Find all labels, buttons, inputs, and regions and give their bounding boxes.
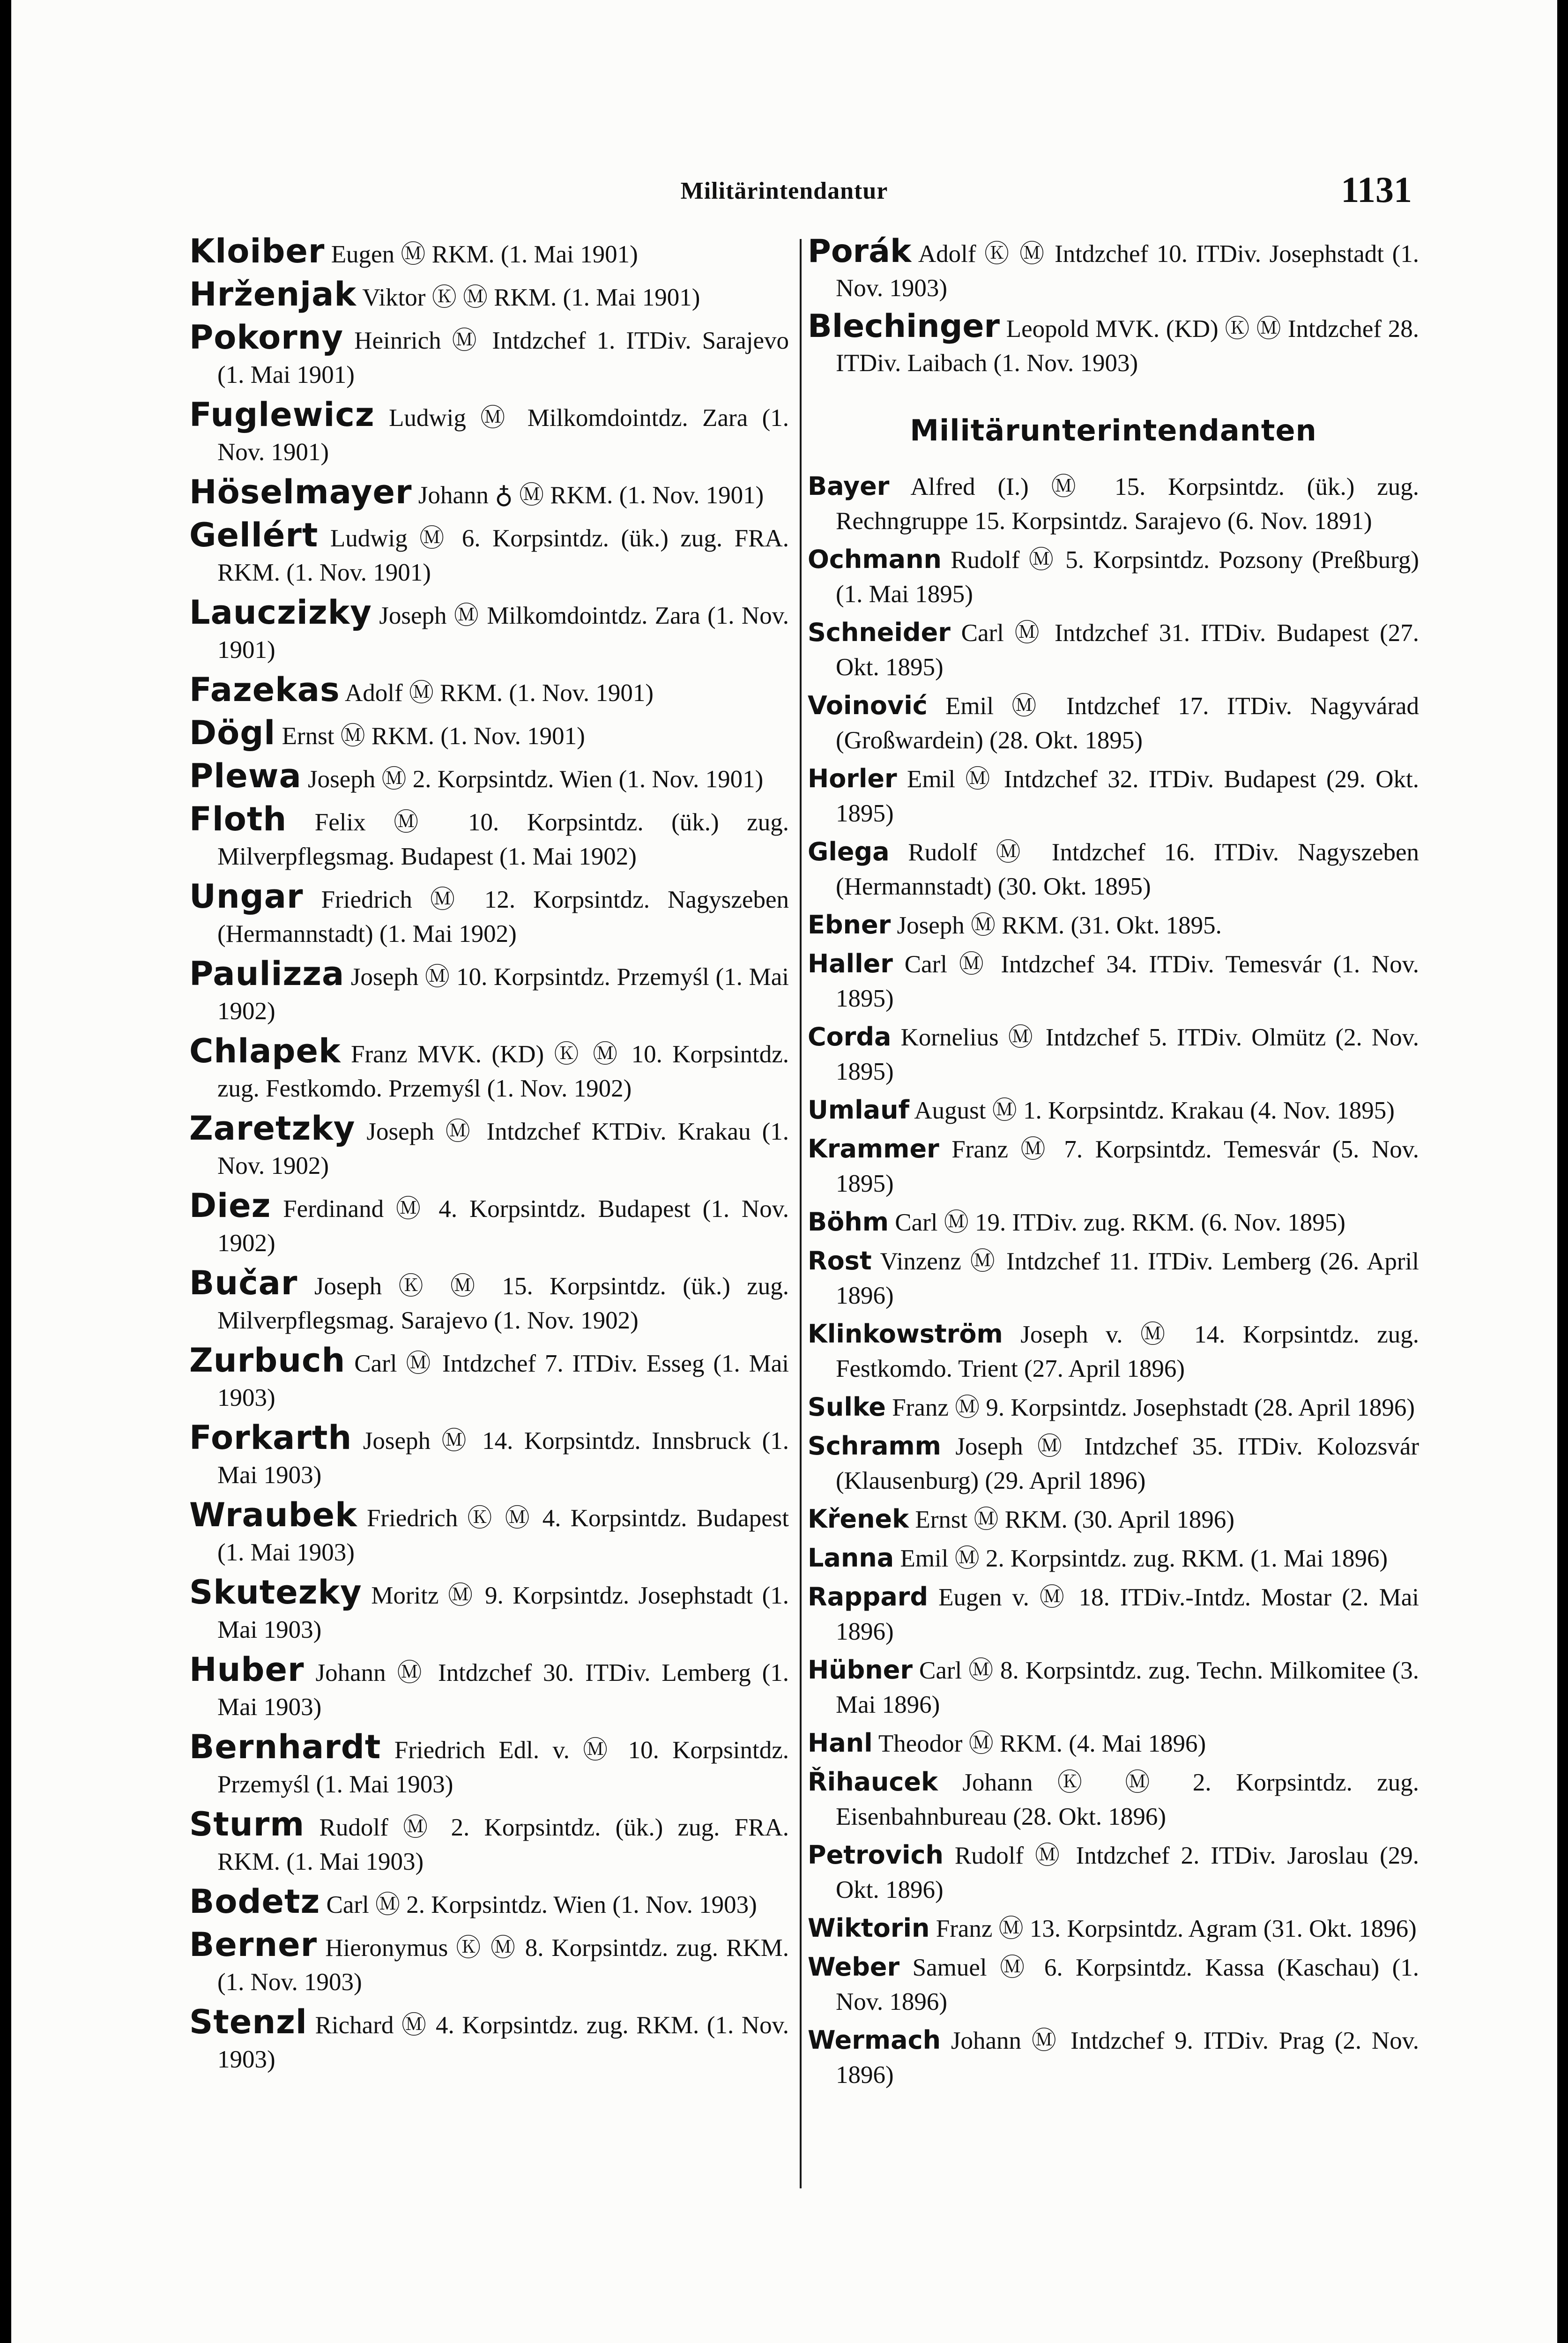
entry-surname: Schneider [808,618,951,647]
register-entry [189,1498,789,1570]
entry-surname: Voinović [808,691,928,720]
entry-surname: Huber [189,1650,305,1689]
entry-surname: Gellért [189,516,319,554]
entry-details: Joseph Ⓜ RKM. (31. Okt. 1895. [897,912,1222,939]
register-entry [189,1650,789,1724]
entry-surname: Krammer [808,1134,939,1164]
register-entry [189,1730,789,1802]
entry-surname: Pokorny [189,318,344,357]
entry-surname: Weber [808,1952,900,1982]
register-entry [189,877,789,951]
entry-surname: Kloiber [189,232,325,270]
entry-surname: Berner [189,1925,318,1964]
entry-surname: Porák [808,233,912,270]
register-entry [808,1765,1419,1834]
entry-details: Leopold MVK. (KD) Ⓚ Ⓜ Intdzchef 28. ITDiv. Laibach (1. Nov. 1903) [836,315,1419,377]
entry-details: Richard Ⓜ 4. Korpsintdz. zug. RKM. (1. Nov. 1903) [217,2012,789,2073]
register-entry [189,1807,789,1879]
entry-details: Joseph Ⓜ Milkomdointdz. Zara (1. Nov. 1901) [217,602,789,664]
entry-surname: Horler [808,764,897,793]
entry-surname: Ochmann [808,545,942,574]
entry-details: Johann Ⓚ Ⓜ 2. Korpsintdz. zug. Eisenbahnbureau (28. Okt. 1896) [836,1769,1419,1830]
register-entry [189,1266,789,1338]
entry-details: Carl Ⓜ Intdzchef 34. ITDiv. Temesvár (1. Nov. 1895) [836,951,1419,1012]
entry-details: Ludwig Ⓜ 6. Korpsintdz. (ük.) zug. FRA. RKM. (1. Nov. 1901) [217,525,789,586]
entry-details: Ernst Ⓜ RKM. (30. April 1896) [915,1506,1234,1533]
entry-surname: Skutezky [189,1573,362,1612]
entry-details: Rudolf Ⓜ 5. Korpsintdz. Pozsony (Preßburg) (1. Mai 1895) [836,546,1419,608]
entry-surname: Stenzl [189,2003,307,2041]
entry-details: Carl Ⓜ 2. Korpsintdz. Wien (1. Nov. 1903) [326,1891,757,1918]
entry-details: Johann ♁ Ⓜ RKM. (1. Nov. 1901) [418,482,764,509]
entry-details: Carl Ⓜ 8. Korpsintdz. zug. Techn. Milkomitee (3. Mai 1896) [836,1657,1419,1718]
entry-details: Emil Ⓜ Intdzchef 17. ITDiv. Nagyvárad (Großwardein) (28. Okt. 1895) [836,693,1419,754]
register-entry [808,2023,1419,2092]
right-column-top-entries [808,234,1419,381]
entry-surname: Hübner [808,1655,913,1685]
column-divider [800,239,802,2188]
entry-surname: Zaretzky [189,1109,356,1148]
running-title: Militärintendantur [680,178,888,204]
entry-details: Joseph Ⓜ 10. Korpsintdz. Przemyśl (1. Mai 1902) [217,963,789,1025]
entry-surname: Rappard [808,1582,929,1612]
entry-details: Adolf Ⓚ Ⓜ Intdzchef 10. ITDiv. Josephstadt (1. Nov. 1903) [836,240,1419,302]
entry-surname: Floth [189,800,287,838]
register-entry [808,908,1419,943]
entry-details: Adolf Ⓜ RKM. (1. Nov. 1901) [344,679,654,707]
entry-details: Joseph v. Ⓜ 14. Korpsintdz. zug. Festkomdo. Trient (27. April 1896) [836,1321,1419,1382]
register-entry [189,277,789,315]
entry-details: Joseph Ⓚ Ⓜ 15. Korpsintdz. (ük.) zug. Milverpflegsmag. Sarajevo (1. Nov. 1902) [217,1273,789,1334]
entry-details: Friedrich Edl. v. Ⓜ 10. Korpsintdz. Przemyśl (1. Mai 1903) [217,1737,789,1798]
entry-details: Franz Ⓜ 13. Korpsintdz. Agram (31. Okt. 1896) [936,1915,1417,1942]
entry-details: Franz Ⓜ 9. Korpsintdz. Josephstadt (28. April 1896) [892,1394,1415,1421]
register-entry [189,234,789,272]
register-entry [808,1390,1419,1425]
register-entry [189,759,789,797]
entry-surname: Klinkowström [808,1319,1003,1349]
entry-surname: Chlapek [189,1032,341,1070]
register-entry [189,716,789,754]
register-entry [808,835,1419,904]
register-entry [808,1580,1419,1649]
register-entry [808,761,1419,831]
register-entry [808,1020,1419,1089]
register-entry [808,469,1419,538]
register-entry [808,1653,1419,1722]
entry-surname: Umlauf [808,1095,910,1125]
entry-surname: Wermach [808,2025,941,2055]
register-entry [189,1109,789,1183]
register-entry [189,518,789,590]
entry-surname: Forkarth [189,1418,352,1457]
entry-details: Emil Ⓜ 2. Korpsintdz. zug. RKM. (1. Mai 1896) [900,1545,1388,1572]
entry-details: Theodor Ⓜ RKM. (4. Mai 1896) [878,1730,1206,1757]
entry-surname: Plewa [189,757,302,795]
entry-details: Rudolf Ⓜ 2. Korpsintdz. (ük.) zug. FRA. RKM. (1. Mai 1903) [217,1814,789,1875]
entry-details: Friedrich Ⓚ Ⓜ 4. Korpsintdz. Budapest (1. Mai 1903) [217,1505,789,1566]
register-entry [189,1418,789,1492]
entry-details: Eugen Ⓜ RKM. (1. Mai 1901) [331,241,638,268]
entry-surname: Bernhardt [189,1728,381,1766]
entry-details: Ernst Ⓜ RKM. (1. Nov. 1901) [282,723,585,750]
entry-details: Carl Ⓜ 19. ITDiv. zug. RKM. (6. Nov. 1895) [895,1209,1345,1236]
register-entry [808,1911,1419,1946]
right-column [808,234,1419,2096]
entry-surname: Hanl [808,1728,873,1758]
entry-details: Hieronymus Ⓚ Ⓜ 8. Korpsintdz. zug. RKM. (1. Nov. 1903) [217,1934,789,1996]
register-entry [189,1575,789,1647]
entry-surname: Zurbuch [189,1341,346,1380]
entry-surname: Bayer [808,471,890,501]
register-entry [189,395,789,470]
entry-details: Friedrich Ⓜ 12. Korpsintdz. Nagyszeben (Hermannstadt) (1. Mai 1902) [217,886,789,948]
entry-surname: Haller [808,949,893,978]
register-entry [808,1317,1419,1386]
register-entry [808,615,1419,685]
register-entry [808,234,1419,306]
register-entry [808,688,1419,758]
entry-surname: Dögl [189,714,276,752]
register-entry [808,1093,1419,1128]
entry-surname: Höselmayer [189,473,412,511]
register-entry [189,2005,789,2077]
entry-details: Viktor Ⓚ Ⓜ RKM. (1. Mai 1901) [362,284,700,311]
entry-surname: Fazekas [189,671,340,709]
entry-surname: Křenek [808,1504,909,1534]
page-number: 1131 [1341,169,1412,210]
entry-surname: Ebner [808,910,891,940]
register-entry [808,1429,1419,1498]
entry-details: Vinzenz Ⓜ Intdzchef 11. ITDiv. Lemberg (26. April 1896) [836,1248,1419,1309]
entry-surname: Böhm [808,1207,889,1237]
section-heading: Militärunterintendanten [910,413,1317,448]
entry-surname: Sturm [189,1805,305,1843]
register-entry [808,1132,1419,1201]
register-entry [189,802,789,874]
entry-details: Ludwig Ⓜ Milkomdointdz. Zara (1. Nov. 1901) [217,404,789,466]
register-entry [808,1205,1419,1240]
register-entry [808,1541,1419,1576]
entry-surname: Wraubek [189,1496,357,1534]
entry-details: Joseph Ⓜ 2. Korpsintdz. Wien (1. Nov. 1901) [307,766,764,793]
entry-details: Franz MVK. (KD) Ⓚ Ⓜ 10. Korpsintdz. zug. Festkomdo. Przemyśl (1. Nov. 1902) [217,1041,789,1102]
register-entry [189,1882,789,1922]
entry-details: Joseph Ⓜ Intdzchef 35. ITDiv. Kolozsvár (Klausenburg) (29. April 1896) [836,1433,1419,1494]
entry-surname: Glega [808,837,890,866]
register-entry [808,1726,1419,1761]
register-entry [808,309,1419,381]
entry-surname: Wiktorin [808,1913,930,1943]
entry-details: Heinrich Ⓜ Intdzchef 1. ITDiv. Sarajevo (1. Mai 1901) [217,327,789,388]
register-entry [189,673,789,710]
entry-surname: Corda [808,1022,892,1052]
entry-details: Joseph Ⓜ Intdzchef KTDiv. Krakau (1. Nov. 1902) [217,1118,789,1179]
entry-details: Ferdinand Ⓜ 4. Korpsintdz. Budapest (1. Nov. 1902) [217,1195,789,1257]
entry-surname: Bodetz [189,1882,320,1921]
register-entry [189,1186,789,1261]
entry-details: Rudolf Ⓜ Intdzchef 2. ITDiv. Jaroslau (29. Okt. 1896) [836,1842,1419,1903]
entry-surname: Lanna [808,1543,894,1573]
register-entry [808,1950,1419,2019]
entry-surname: Blechinger [808,308,1000,345]
entry-details: Johann Ⓜ Intdzchef 30. ITDiv. Lemberg (1. Mai 1903) [217,1659,789,1721]
register-entry [189,1343,789,1415]
entry-surname: Diez [189,1186,271,1225]
entry-surname: Řihaucek [808,1767,938,1797]
entry-surname: Bučar [189,1264,298,1302]
entry-surname: Schramm [808,1431,941,1461]
register-entry [808,1838,1419,1907]
entry-surname: Sulke [808,1392,886,1422]
register-entry [189,1925,789,2000]
left-column [189,234,789,2082]
entry-details: Samuel Ⓜ 6. Korpsintdz. Kassa (Kaschau) (1. Nov. 1896) [836,1954,1419,2015]
register-entry [189,957,789,1029]
register-entry [189,318,789,392]
entry-details: Eugen v. Ⓜ 18. ITDiv.-Intdz. Mostar (2. Mai 1896) [836,1584,1419,1645]
entry-details: Emil Ⓜ Intdzchef 32. ITDiv. Budapest (29. Okt. 1895) [836,766,1419,827]
entry-surname: Hrženjak [189,275,357,313]
right-column-bottom-entries [808,469,1419,2092]
entry-details: Johann Ⓜ Intdzchef 9. ITDiv. Prag (2. Nov. 1896) [836,2027,1419,2089]
entry-details: Franz Ⓜ 7. Korpsintdz. Temesvár (5. Nov. 1895) [836,1136,1419,1197]
entry-details: Moritz Ⓜ 9. Korpsintdz. Josephstadt (1. Mai 1903) [217,1582,789,1643]
entry-surname: Rost [808,1246,872,1276]
entry-details: Rudolf Ⓜ Intdzchef 16. ITDiv. Nagyszeben (Hermannstadt) (30. Okt. 1895) [836,839,1419,900]
entry-details: Felix Ⓜ 10. Korpsintdz. (ük.) zug. Milverpflegsmag. Budapest (1. Mai 1902) [217,809,789,870]
entry-details: Alfred (I.) Ⓜ 15. Korpsintdz. (ük.) zug. Rechngruppe 15. Korpsintdz. Sarajevo (6. Nov. 1891) [836,473,1419,535]
entry-surname: Fuglewicz [189,395,375,434]
register-entry [189,593,789,667]
register-entry [808,1502,1419,1537]
entry-surname: Paulizza [189,955,345,993]
entry-surname: Lauczizky [189,593,372,632]
entry-details: August Ⓜ 1. Korpsintdz. Krakau (4. Nov. 1895) [914,1097,1395,1124]
register-entry [808,542,1419,612]
entry-surname: Ungar [189,877,304,916]
entry-details: Carl Ⓜ Intdzchef 7. ITDiv. Esseg (1. Mai 1903) [217,1350,789,1411]
entry-surname: Petrovich [808,1840,944,1870]
entry-details: Joseph Ⓜ 14. Korpsintdz. Innsbruck (1. Mai 1903) [217,1427,789,1489]
entry-details: Kornelius Ⓜ Intdzchef 5. ITDiv. Olmütz (2. Nov. 1895) [836,1024,1419,1085]
register-entry [189,1034,789,1106]
document-page [11,0,1557,2343]
register-entry [808,947,1419,1016]
register-entry [189,475,789,513]
register-entry [808,1244,1419,1313]
entry-details: Carl Ⓜ Intdzchef 31. ITDiv. Budapest (27. Okt. 1895) [836,619,1419,681]
